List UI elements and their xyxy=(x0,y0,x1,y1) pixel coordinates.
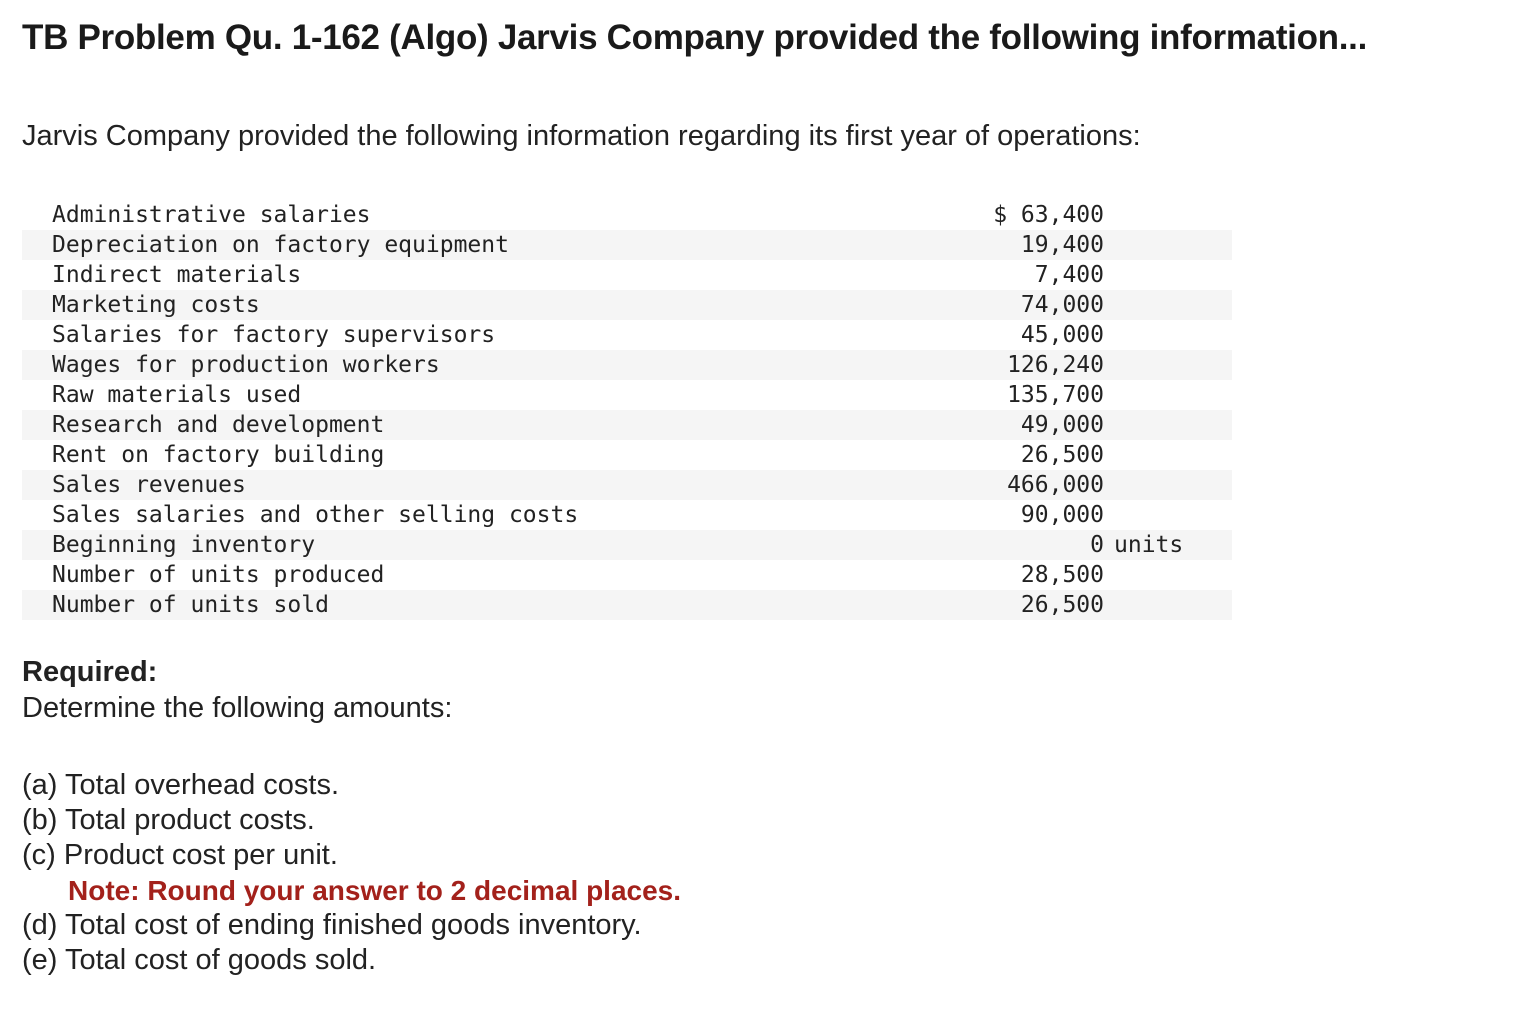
row-unit xyxy=(1104,500,1232,530)
row-value: 466,000 xyxy=(872,470,1104,500)
row-label: Marketing costs xyxy=(22,290,872,320)
row-unit xyxy=(1104,440,1232,470)
row-label: Number of units produced xyxy=(52,562,385,588)
intro-text: Jarvis Company provided the following information regarding its first year of operations: xyxy=(22,120,1141,152)
rounding-note: Note: Round your answer to 2 decimal places. xyxy=(68,875,682,906)
requirement-item: (e) Total cost of goods sold. xyxy=(22,944,377,976)
row-value: $ 63,400 xyxy=(993,202,1104,228)
requirement-item: (b) Total product costs. xyxy=(22,804,315,836)
table-row xyxy=(22,500,1232,530)
row-label: Salaries for factory supervisors xyxy=(52,322,496,348)
requirement-item: (c) Product cost per unit. xyxy=(22,839,338,871)
row-value: 49,000 xyxy=(872,410,1104,440)
page-title: TB Problem Qu. 1-162 (Algo) Jarvis Company provided the following information... xyxy=(22,18,1368,57)
row-value: 19,400 xyxy=(872,230,1104,260)
row-value: 126,240 xyxy=(872,350,1104,380)
row-unit xyxy=(1104,410,1232,440)
row-value: 0 xyxy=(872,530,1104,560)
row-label: Sales revenues xyxy=(22,470,872,500)
table-row xyxy=(22,350,1232,380)
row-label: Sales salaries and other selling costs xyxy=(52,502,579,528)
table-row xyxy=(22,590,1232,620)
row-unit xyxy=(1104,560,1232,590)
row-unit xyxy=(1104,350,1232,380)
row-label: Rent on factory building xyxy=(52,442,385,468)
row-unit xyxy=(1104,200,1232,230)
row-unit xyxy=(1104,230,1232,260)
table-row xyxy=(22,230,1232,260)
row-unit xyxy=(1104,470,1232,500)
row-value: 45,000 xyxy=(1020,322,1104,348)
row-value: 26,500 xyxy=(1020,442,1104,468)
table-row xyxy=(22,290,1232,320)
row-label: Indirect materials xyxy=(52,262,302,288)
row-value: 90,000 xyxy=(1020,502,1104,528)
requirement-item: (a) Total overhead costs. xyxy=(22,769,340,801)
info-table xyxy=(22,200,1232,620)
row-label: Research and development xyxy=(22,410,872,440)
row-unit xyxy=(1104,290,1232,320)
row-value: 74,000 xyxy=(872,290,1104,320)
requirements-list xyxy=(22,768,681,978)
table-row xyxy=(22,380,1232,410)
row-label: Beginning inventory xyxy=(22,530,872,560)
row-value: 135,700 xyxy=(1007,382,1104,408)
table-row xyxy=(22,440,1232,470)
table-row xyxy=(22,530,1232,560)
table-row xyxy=(22,470,1232,500)
requirement-item: (d) Total cost of ending finished goods inventory. xyxy=(22,909,642,941)
required-instructions: Determine the following amounts: xyxy=(22,692,453,724)
row-label: Depreciation on factory equipment xyxy=(22,230,872,260)
row-unit: units xyxy=(1104,530,1232,560)
row-unit xyxy=(1104,380,1232,410)
row-value: 26,500 xyxy=(872,590,1104,620)
row-value: 28,500 xyxy=(1020,562,1104,588)
row-unit xyxy=(1104,260,1232,290)
row-label: Number of units sold xyxy=(22,590,872,620)
row-value: 7,400 xyxy=(1034,262,1104,288)
table-row xyxy=(22,320,1232,350)
row-unit xyxy=(1104,320,1232,350)
table-row xyxy=(22,260,1232,290)
required-heading: Required: xyxy=(22,656,158,688)
row-label: Administrative salaries xyxy=(52,202,371,228)
row-label: Wages for production workers xyxy=(22,350,872,380)
table-row xyxy=(22,560,1232,590)
row-unit xyxy=(1104,590,1232,620)
table-row xyxy=(22,410,1232,440)
table-row xyxy=(22,200,1232,230)
row-label: Raw materials used xyxy=(52,382,302,408)
info-table-body xyxy=(22,200,1232,620)
